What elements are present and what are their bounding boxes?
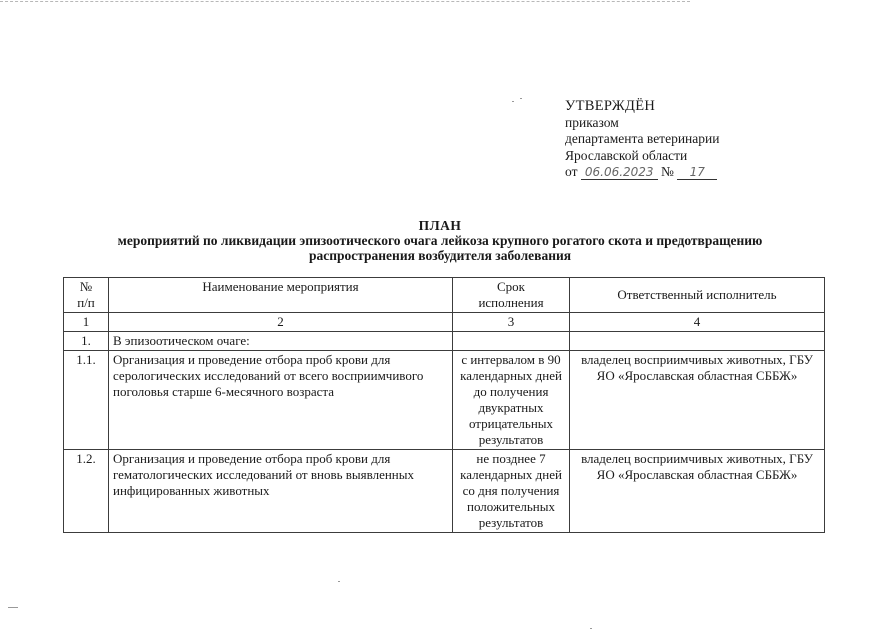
section-name: В эпизоотическом очаге: (109, 332, 453, 351)
top-scan-edge (0, 1, 690, 2)
header-term-line2: исполнения (478, 295, 544, 310)
plan-table (63, 277, 825, 533)
plan-title: ПЛАН (418, 218, 462, 233)
section-num: 1. (64, 332, 109, 351)
approval-line-department: департамента ветеринарии (565, 131, 720, 146)
approval-line-order: приказом (565, 114, 619, 130)
approval-date-line (565, 164, 805, 181)
section-row (64, 332, 825, 351)
scan-speck (512, 101, 514, 102)
plan-subtitle-line2: распространения возбудителя заболевания (308, 248, 572, 263)
header-term (453, 278, 570, 313)
row-term: не позднее 7 календарных дней со дня получения положительных результатов (453, 450, 570, 533)
approval-number: 17 (677, 166, 717, 180)
header-num (64, 278, 109, 313)
plan-subtitle-line1: мероприятий по ликвидации эпизоотического очага лейкоза крупного рогатого скота и предотвращению (117, 233, 763, 248)
header-term-line1: Срок (497, 279, 525, 294)
row-responsible: владелец восприимчивых животных, ГБУ ЯО «Ярославская областная СББЖ» (570, 351, 825, 450)
approval-title: УТВЕРЖДЁН (565, 98, 656, 114)
scan-speck (520, 98, 522, 99)
section-empty-responsible (570, 332, 825, 351)
approval-line-region: Ярославской области (565, 147, 688, 163)
scan-speck (590, 628, 592, 629)
section-empty-term (453, 332, 570, 351)
header-num-line2: п/п (77, 295, 95, 310)
header-num-line1: № (79, 279, 93, 294)
column-number-row (64, 313, 825, 332)
column-number-4: 4 (570, 313, 825, 332)
table-row (64, 351, 825, 450)
row-term: с интервалом в 90 календарных дней до получения двукратных отрицательных результатов (453, 351, 570, 450)
approval-date-prefix: от (565, 164, 578, 179)
scan-speck (8, 607, 18, 608)
row-name: Организация и проведение отбора проб крови для серологических исследований от всего восприимчивого поголовья старше 6-месячного возраста (109, 351, 453, 450)
row-num: 1.2. (64, 450, 109, 533)
approval-number-label: № (660, 164, 674, 179)
header-responsible: Ответственный исполнитель (570, 278, 825, 313)
table-header-row (64, 278, 825, 313)
row-responsible: владелец восприимчивых животных, ГБУ ЯО «Ярославская областная СББЖ» (570, 450, 825, 533)
column-number-2: 2 (109, 313, 453, 332)
column-number-3: 3 (453, 313, 570, 332)
approval-date: 06.06.2023 (581, 166, 658, 180)
column-number-1: 1 (64, 313, 109, 332)
header-name: Наименование мероприятия (109, 278, 453, 313)
row-name: Организация и проведение отбора проб крови для гематологических исследований от вновь выявленных инфицированных животных (109, 450, 453, 533)
row-num: 1.1. (64, 351, 109, 450)
table-row (64, 450, 825, 533)
approval-block (565, 98, 805, 181)
scan-speck (338, 581, 340, 582)
